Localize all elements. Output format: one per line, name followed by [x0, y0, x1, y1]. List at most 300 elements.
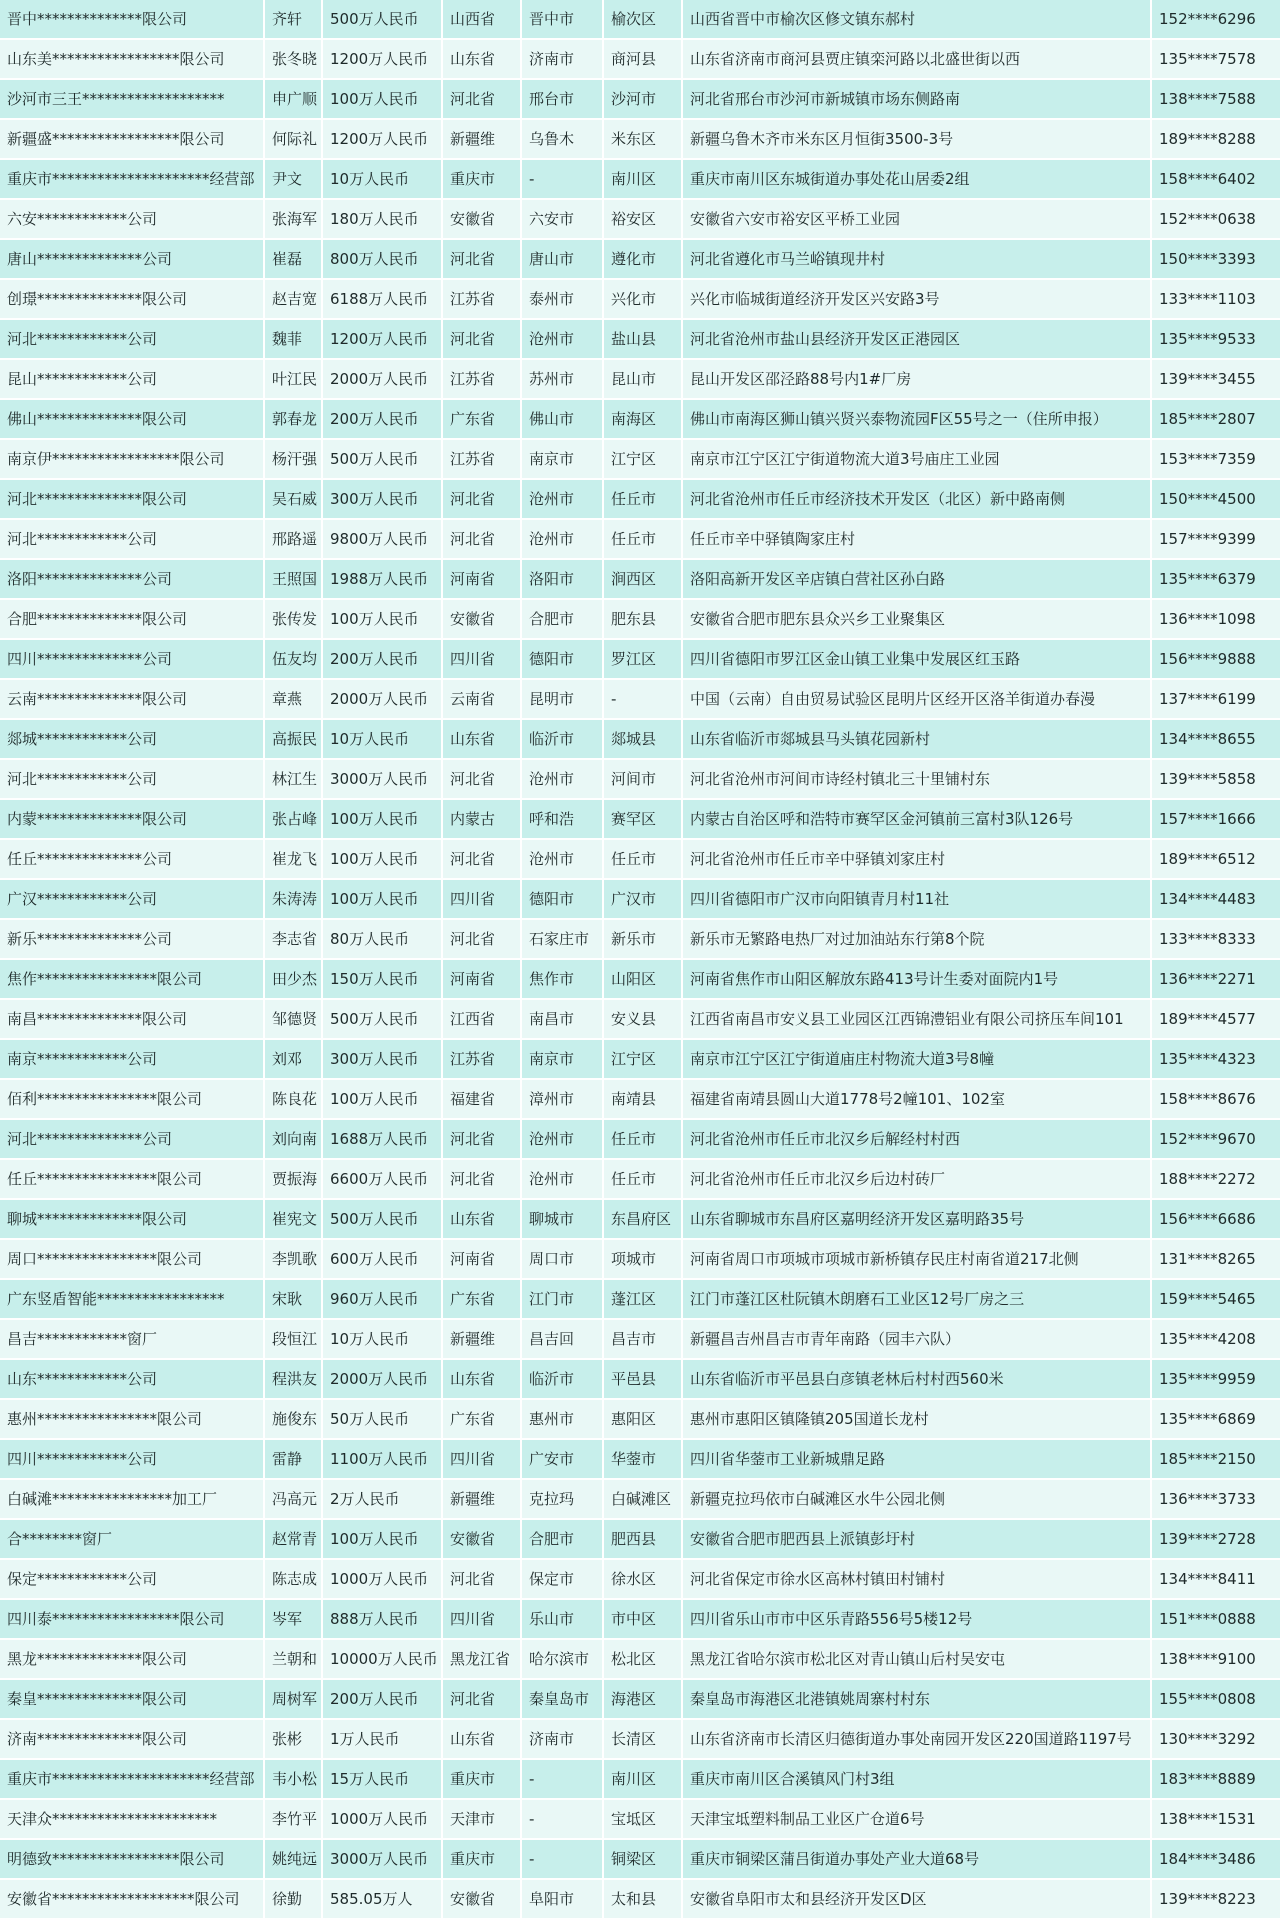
- legal-person-cell: 田少杰: [265, 960, 323, 998]
- table-row: [0, 120, 1280, 160]
- registered-capital-cell: 15万人民币: [323, 1760, 443, 1798]
- city-cell: 德阳市: [522, 880, 604, 918]
- district-cell: 惠阳区: [604, 1400, 683, 1438]
- phone-cell: 150****3393: [1159, 250, 1256, 268]
- address-cell: 河北省沧州市盐山县经济开发区正港园区: [683, 320, 1152, 358]
- table-row: [0, 1800, 1280, 1840]
- legal-person-cell: 冯高元: [265, 1480, 323, 1518]
- district-cell: 昌吉市: [604, 1320, 683, 1358]
- table-row: [0, 80, 1280, 120]
- address-cell: 河北省沧州市任丘市辛中驿镇刘家庄村: [683, 840, 1152, 878]
- province-cell: 新疆维: [443, 1320, 522, 1358]
- company-name-cell: 安徽省*******************限公司: [0, 1880, 265, 1918]
- district-cell: 东昌府区: [604, 1200, 683, 1238]
- registered-capital-cell: 1万人民币: [323, 1720, 443, 1758]
- address-cell: 安徽省阜阳市太和县经济开发区D区: [683, 1880, 1152, 1918]
- district-cell: 南靖县: [604, 1080, 683, 1118]
- legal-person-cell: 李志省: [265, 920, 323, 958]
- district-cell: 任丘市: [604, 840, 683, 878]
- company-name-cell: 南京伊*****************限公司: [0, 440, 265, 478]
- address-cell: 河北省沧州市任丘市北汉乡后边村砖厂: [683, 1160, 1152, 1198]
- address-cell: 秦皇岛市海港区北港镇姚周寨村村东: [683, 1680, 1152, 1718]
- city-cell: 沧州市: [522, 480, 604, 518]
- table-row: [0, 920, 1280, 960]
- province-cell: 安徽省: [443, 1880, 522, 1918]
- phone-cell: 184****3486: [1159, 1850, 1256, 1868]
- registered-capital-cell: 300万人民币: [323, 480, 443, 518]
- company-name-cell: 聊城**************限公司: [0, 1200, 265, 1238]
- registered-capital-cell: 100万人民币: [323, 1080, 443, 1118]
- province-cell: 新疆维: [443, 1480, 522, 1518]
- company-name-cell: 佰利****************限公司: [0, 1080, 265, 1118]
- legal-person-cell: 崔龙飞: [265, 840, 323, 878]
- table-row: [0, 1440, 1280, 1480]
- table-row: [0, 240, 1280, 280]
- company-name-cell: 山东美*****************限公司: [0, 40, 265, 78]
- district-cell: 商河县: [604, 40, 683, 78]
- table-row: [0, 1480, 1280, 1520]
- legal-person-cell: 刘邓: [265, 1040, 323, 1078]
- phone-cell: 139****8223: [1159, 1890, 1256, 1908]
- province-cell: 河北省: [443, 760, 522, 798]
- registered-capital-cell: 200万人民币: [323, 640, 443, 678]
- district-cell: 铜梁区: [604, 1840, 683, 1878]
- phone-cell: 159****5465: [1159, 1290, 1256, 1308]
- city-cell: 乌鲁木: [522, 120, 604, 158]
- address-cell: 四川省德阳市罗江区金山镇工业集中发展区红玉路: [683, 640, 1152, 678]
- district-cell: 江宁区: [604, 440, 683, 478]
- address-cell: 山西省晋中市榆次区修文镇东郝村: [683, 0, 1152, 38]
- phone-cell: 152****0638: [1159, 210, 1256, 228]
- district-cell: 涧西区: [604, 560, 683, 598]
- legal-person-cell: 韦小松: [265, 1760, 323, 1798]
- legal-person-cell: 刘向南: [265, 1120, 323, 1158]
- province-cell: 重庆市: [443, 1840, 522, 1878]
- registered-capital-cell: 3000万人民币: [323, 1840, 443, 1878]
- registered-capital-cell: 200万人民币: [323, 1680, 443, 1718]
- district-cell: 赛罕区: [604, 800, 683, 838]
- phone-cell: 136****1098: [1159, 610, 1256, 628]
- company-name-cell: 昌吉************窗厂: [0, 1320, 265, 1358]
- address-cell: 安徽省合肥市肥东县众兴乡工业聚集区: [683, 600, 1152, 638]
- registered-capital-cell: 500万人民币: [323, 1000, 443, 1038]
- district-cell: 江宁区: [604, 1040, 683, 1078]
- district-cell: 太和县: [604, 1880, 683, 1918]
- legal-person-cell: 杨汗强: [265, 440, 323, 478]
- legal-person-cell: 张占峰: [265, 800, 323, 838]
- table-row: [0, 480, 1280, 520]
- company-name-cell: 唐山**************公司: [0, 240, 265, 278]
- city-cell: 南昌市: [522, 1000, 604, 1038]
- province-cell: 河南省: [443, 960, 522, 998]
- legal-person-cell: 雷静: [265, 1440, 323, 1478]
- address-cell: 任丘市辛中驿镇陶家庄村: [683, 520, 1152, 558]
- registered-capital-cell: 100万人民币: [323, 800, 443, 838]
- address-cell: 山东省临沂市郯城县马头镇花园新村: [683, 720, 1152, 758]
- phone-cell: 136****2271: [1159, 970, 1256, 988]
- province-cell: 四川省: [443, 640, 522, 678]
- registered-capital-cell: 9800万人民币: [323, 520, 443, 558]
- address-cell: 南京市江宁区江宁街道庙庄村物流大道3号8幢: [683, 1040, 1152, 1078]
- company-name-cell: 山东************公司: [0, 1360, 265, 1398]
- registered-capital-cell: 1200万人民币: [323, 120, 443, 158]
- district-cell: 昆山市: [604, 360, 683, 398]
- legal-person-cell: 徐勤: [265, 1880, 323, 1918]
- district-cell: 任丘市: [604, 480, 683, 518]
- city-cell: 江门市: [522, 1280, 604, 1318]
- table-row: [0, 320, 1280, 360]
- phone-cell: 135****4208: [1159, 1330, 1256, 1348]
- legal-person-cell: 姚纯远: [265, 1840, 323, 1878]
- phone-cell: 189****4577: [1159, 1010, 1256, 1028]
- company-name-cell: 沙河市三王*******************: [0, 80, 265, 118]
- registered-capital-cell: 600万人民币: [323, 1240, 443, 1278]
- phone-cell: 135****9533: [1159, 330, 1256, 348]
- district-cell: 海港区: [604, 1680, 683, 1718]
- phone-cell: 135****7578: [1159, 50, 1256, 68]
- table-row: [0, 960, 1280, 1000]
- city-cell: 聊城市: [522, 1200, 604, 1238]
- table-row: [0, 160, 1280, 200]
- company-name-cell: 昆山************公司: [0, 360, 265, 398]
- city-cell: 呼和浩: [522, 800, 604, 838]
- province-cell: 重庆市: [443, 160, 522, 198]
- company-name-cell: 云南**************限公司: [0, 680, 265, 718]
- legal-person-cell: 岑军: [265, 1600, 323, 1638]
- table-row: [0, 200, 1280, 240]
- phone-cell: 135****9959: [1159, 1370, 1256, 1388]
- table-row: [0, 1080, 1280, 1120]
- phone-cell: 136****3733: [1159, 1490, 1256, 1508]
- legal-person-cell: 尹文: [265, 160, 323, 198]
- phone-cell: 131****8265: [1159, 1250, 1256, 1268]
- phone-cell: 152****6296: [1159, 10, 1256, 28]
- address-cell: 新疆昌吉州昌吉市青年南路（园丰六队）: [683, 1320, 1152, 1358]
- city-cell: 苏州市: [522, 360, 604, 398]
- province-cell: 福建省: [443, 1080, 522, 1118]
- district-cell: 罗江区: [604, 640, 683, 678]
- table-row: [0, 1120, 1280, 1160]
- table-row: [0, 680, 1280, 720]
- city-cell: 克拉玛: [522, 1480, 604, 1518]
- address-cell: 佛山市南海区狮山镇兴贤兴泰物流园F区55号之一（住所申报）: [683, 400, 1152, 438]
- table-row: [0, 1880, 1280, 1920]
- address-cell: 安徽省合肥市肥西县上派镇彭圩村: [683, 1520, 1152, 1558]
- company-name-cell: 四川************公司: [0, 1440, 265, 1478]
- registered-capital-cell: 100万人民币: [323, 840, 443, 878]
- city-cell: 邢台市: [522, 80, 604, 118]
- province-cell: 江苏省: [443, 280, 522, 318]
- province-cell: 河北省: [443, 240, 522, 278]
- city-cell: 沧州市: [522, 520, 604, 558]
- address-cell: 洛阳高新开发区辛店镇白营社区孙白路: [683, 560, 1152, 598]
- registered-capital-cell: 585.05万人: [323, 1880, 443, 1918]
- phone-cell: 151****0888: [1159, 1610, 1256, 1628]
- address-cell: 山东省济南市长清区归德街道办事处南园开发区220国道路1197号: [683, 1720, 1152, 1758]
- city-cell: 乐山市: [522, 1600, 604, 1638]
- city-cell: 昆明市: [522, 680, 604, 718]
- company-name-cell: 周口****************限公司: [0, 1240, 265, 1278]
- company-name-cell: 河北**************限公司: [0, 480, 265, 518]
- district-cell: 郯城县: [604, 720, 683, 758]
- city-cell: 佛山市: [522, 400, 604, 438]
- phone-cell: 139****5858: [1159, 770, 1256, 788]
- province-cell: 河北省: [443, 80, 522, 118]
- city-cell: 济南市: [522, 40, 604, 78]
- legal-person-cell: 陈良花: [265, 1080, 323, 1118]
- city-cell: 惠州市: [522, 1400, 604, 1438]
- province-cell: 安徽省: [443, 600, 522, 638]
- registered-capital-cell: 10000万人民币: [323, 1640, 443, 1678]
- table-row: [0, 400, 1280, 440]
- registered-capital-cell: 6600万人民币: [323, 1160, 443, 1198]
- city-cell: 德阳市: [522, 640, 604, 678]
- city-cell: -: [522, 160, 604, 198]
- phone-cell: 135****4323: [1159, 1050, 1256, 1068]
- province-cell: 江西省: [443, 1000, 522, 1038]
- province-cell: 黑龙江省: [443, 1640, 522, 1678]
- district-cell: 蓬江区: [604, 1280, 683, 1318]
- phone-cell: 133****1103: [1159, 290, 1256, 308]
- company-name-cell: 焦作****************限公司: [0, 960, 265, 998]
- company-name-cell: 内蒙**************限公司: [0, 800, 265, 838]
- table-row: [0, 440, 1280, 480]
- district-cell: -: [604, 680, 683, 718]
- district-cell: 肥西县: [604, 1520, 683, 1558]
- table-row: [0, 40, 1280, 80]
- phone-cell: 138****9100: [1159, 1650, 1256, 1668]
- phone-cell: 130****3292: [1159, 1730, 1256, 1748]
- phone-cell: 153****7359: [1159, 450, 1256, 468]
- company-name-cell: 惠州****************限公司: [0, 1400, 265, 1438]
- registered-capital-cell: 180万人民币: [323, 200, 443, 238]
- address-cell: 河北省遵化市马兰峪镇现井村: [683, 240, 1152, 278]
- phone-cell: 135****6869: [1159, 1410, 1256, 1428]
- legal-person-cell: 宋耿: [265, 1280, 323, 1318]
- registered-capital-cell: 960万人民币: [323, 1280, 443, 1318]
- city-cell: 广安市: [522, 1440, 604, 1478]
- phone-cell: 139****2728: [1159, 1530, 1256, 1548]
- legal-person-cell: 章燕: [265, 680, 323, 718]
- company-name-cell: 秦皇**************限公司: [0, 1680, 265, 1718]
- registered-capital-cell: 200万人民币: [323, 400, 443, 438]
- table-row: [0, 1600, 1280, 1640]
- address-cell: 兴化市临城街道经济开发区兴安路3号: [683, 280, 1152, 318]
- table-row: [0, 1200, 1280, 1240]
- address-cell: 四川省乐山市市中区乐青路556号5楼12号: [683, 1600, 1152, 1638]
- phone-cell: 189****8288: [1159, 130, 1256, 148]
- company-name-cell: 济南**************限公司: [0, 1720, 265, 1758]
- city-cell: 临沂市: [522, 720, 604, 758]
- legal-person-cell: 郭春龙: [265, 400, 323, 438]
- address-cell: 黑龙江省哈尔滨市松北区对青山镇山后村吴安屯: [683, 1640, 1152, 1678]
- city-cell: 济南市: [522, 1720, 604, 1758]
- province-cell: 四川省: [443, 1440, 522, 1478]
- city-cell: 南京市: [522, 440, 604, 478]
- company-name-cell: 保定************公司: [0, 1560, 265, 1598]
- district-cell: 兴化市: [604, 280, 683, 318]
- phone-cell: 155****0808: [1159, 1690, 1256, 1708]
- city-cell: 昌吉回: [522, 1320, 604, 1358]
- city-cell: 周口市: [522, 1240, 604, 1278]
- district-cell: 宝坻区: [604, 1800, 683, 1838]
- district-cell: 南海区: [604, 400, 683, 438]
- address-cell: 四川省华蓥市工业新城鼎足路: [683, 1440, 1152, 1478]
- city-cell: 洛阳市: [522, 560, 604, 598]
- province-cell: 河北省: [443, 1120, 522, 1158]
- table-row: [0, 1720, 1280, 1760]
- province-cell: 安徽省: [443, 200, 522, 238]
- legal-person-cell: 何际礼: [265, 120, 323, 158]
- address-cell: 江西省南昌市安义县工业园区江西锦澧铝业有限公司挤压车间101: [683, 1000, 1152, 1038]
- phone-cell: 158****6402: [1159, 170, 1256, 188]
- address-cell: 昆山开发区邵泾路88号内1#厂房: [683, 360, 1152, 398]
- company-name-cell: 重庆市*********************经营部: [0, 160, 265, 198]
- phone-cell: 189****6512: [1159, 850, 1256, 868]
- table-row: [0, 1640, 1280, 1680]
- address-cell: 安徽省六安市裕安区平桥工业园: [683, 200, 1152, 238]
- legal-person-cell: 魏菲: [265, 320, 323, 358]
- registered-capital-cell: 500万人民币: [323, 0, 443, 38]
- registered-capital-cell: 150万人民币: [323, 960, 443, 998]
- legal-person-cell: 程洪友: [265, 1360, 323, 1398]
- district-cell: 任丘市: [604, 1120, 683, 1158]
- district-cell: 裕安区: [604, 200, 683, 238]
- city-cell: 临沂市: [522, 1360, 604, 1398]
- registered-capital-cell: 1000万人民币: [323, 1800, 443, 1838]
- legal-person-cell: 张传发: [265, 600, 323, 638]
- province-cell: 广东省: [443, 1280, 522, 1318]
- address-cell: 福建省南靖县圆山大道1778号2幢101、102室: [683, 1080, 1152, 1118]
- district-cell: 市中区: [604, 1600, 683, 1638]
- city-cell: 阜阳市: [522, 1880, 604, 1918]
- city-cell: 哈尔滨市: [522, 1640, 604, 1678]
- company-name-cell: 河北************公司: [0, 320, 265, 358]
- table-row: [0, 1560, 1280, 1600]
- legal-person-cell: 赵吉宽: [265, 280, 323, 318]
- legal-person-cell: 吴石威: [265, 480, 323, 518]
- company-name-cell: 合********窗厂: [0, 1520, 265, 1558]
- company-name-cell: 河北************公司: [0, 520, 265, 558]
- legal-person-cell: 邹德贤: [265, 1000, 323, 1038]
- city-cell: 合肥市: [522, 1520, 604, 1558]
- address-cell: 南京市江宁区江宁街道物流大道3号庙庄工业园: [683, 440, 1152, 478]
- registered-capital-cell: 6188万人民币: [323, 280, 443, 318]
- phone-cell: 157****1666: [1159, 810, 1256, 828]
- company-name-cell: 佛山**************限公司: [0, 400, 265, 438]
- province-cell: 山东省: [443, 1200, 522, 1238]
- city-cell: 沧州市: [522, 320, 604, 358]
- district-cell: 白碱滩区: [604, 1480, 683, 1518]
- table-row: [0, 840, 1280, 880]
- city-cell: 石家庄市: [522, 920, 604, 958]
- registered-capital-cell: 2000万人民币: [323, 680, 443, 718]
- province-cell: 山东省: [443, 1360, 522, 1398]
- phone-cell: 157****9399: [1159, 530, 1256, 548]
- registered-capital-cell: 2000万人民币: [323, 360, 443, 398]
- address-cell: 河南省周口市项城市项城市新桥镇存民庄村南省道217北侧: [683, 1240, 1152, 1278]
- legal-person-cell: 叶江民: [265, 360, 323, 398]
- phone-cell: 135****6379: [1159, 570, 1256, 588]
- table-row: [0, 1320, 1280, 1360]
- registered-capital-cell: 1200万人民币: [323, 40, 443, 78]
- province-cell: 河北省: [443, 920, 522, 958]
- legal-person-cell: 周树军: [265, 1680, 323, 1718]
- district-cell: 徐水区: [604, 1560, 683, 1598]
- province-cell: 江苏省: [443, 360, 522, 398]
- legal-person-cell: 张冬晓: [265, 40, 323, 78]
- registered-capital-cell: 80万人民币: [323, 920, 443, 958]
- company-name-cell: 四川泰*****************限公司: [0, 1600, 265, 1638]
- legal-person-cell: 申广顺: [265, 80, 323, 118]
- province-cell: 河北省: [443, 1560, 522, 1598]
- legal-person-cell: 伍友均: [265, 640, 323, 678]
- table-row: [0, 880, 1280, 920]
- table-row: [0, 280, 1280, 320]
- table-row: [0, 1680, 1280, 1720]
- table-row: [0, 720, 1280, 760]
- table-row: [0, 600, 1280, 640]
- registered-capital-cell: 2万人民币: [323, 1480, 443, 1518]
- phone-cell: 138****1531: [1159, 1810, 1256, 1828]
- company-name-cell: 合肥**************限公司: [0, 600, 265, 638]
- address-cell: 山东省济南市商河县贾庄镇栾河路以北盛世街以西: [683, 40, 1152, 78]
- table-row: [0, 520, 1280, 560]
- phone-cell: 188****2272: [1159, 1170, 1256, 1188]
- registered-capital-cell: 800万人民币: [323, 240, 443, 278]
- legal-person-cell: 贾振海: [265, 1160, 323, 1198]
- legal-person-cell: 崔宪文: [265, 1200, 323, 1238]
- registered-capital-cell: 3000万人民币: [323, 760, 443, 798]
- table-row: [0, 360, 1280, 400]
- district-cell: 沙河市: [604, 80, 683, 118]
- district-cell: 任丘市: [604, 1160, 683, 1198]
- city-cell: 南京市: [522, 1040, 604, 1078]
- province-cell: 四川省: [443, 880, 522, 918]
- address-cell: 惠州市惠阳区镇隆镇205国道长龙村: [683, 1400, 1152, 1438]
- registered-capital-cell: 1988万人民币: [323, 560, 443, 598]
- province-cell: 四川省: [443, 1600, 522, 1638]
- address-cell: 四川省德阳市广汉市向阳镇青月村11社: [683, 880, 1152, 918]
- table-row: [0, 640, 1280, 680]
- province-cell: 天津市: [443, 1800, 522, 1838]
- phone-cell: 139****3455: [1159, 370, 1256, 388]
- address-cell: 山东省临沂市平邑县白彦镇老林后村村西560米: [683, 1360, 1152, 1398]
- registered-capital-cell: 10万人民币: [323, 1320, 443, 1358]
- district-cell: 肥东县: [604, 600, 683, 638]
- phone-cell: 134****8411: [1159, 1570, 1256, 1588]
- registered-capital-cell: 1100万人民币: [323, 1440, 443, 1478]
- address-cell: 内蒙古自治区呼和浩特市赛罕区金河镇前三富村3队126号: [683, 800, 1152, 838]
- province-cell: 江苏省: [443, 1040, 522, 1078]
- city-cell: -: [522, 1760, 604, 1798]
- registered-capital-cell: 50万人民币: [323, 1400, 443, 1438]
- phone-cell: 133****8333: [1159, 930, 1256, 948]
- company-name-cell: 新乐**************公司: [0, 920, 265, 958]
- table-row: [0, 1240, 1280, 1280]
- city-cell: 沧州市: [522, 760, 604, 798]
- company-name-cell: 洛阳**************公司: [0, 560, 265, 598]
- address-cell: 河南省焦作市山阳区解放东路413号计生委对面院内1号: [683, 960, 1152, 998]
- legal-person-cell: 段恒江: [265, 1320, 323, 1358]
- company-name-cell: 南京************公司: [0, 1040, 265, 1078]
- registered-capital-cell: 300万人民币: [323, 1040, 443, 1078]
- phone-cell: 150****4500: [1159, 490, 1256, 508]
- province-cell: 河北省: [443, 840, 522, 878]
- district-cell: 盐山县: [604, 320, 683, 358]
- province-cell: 山东省: [443, 1720, 522, 1758]
- city-cell: 合肥市: [522, 600, 604, 638]
